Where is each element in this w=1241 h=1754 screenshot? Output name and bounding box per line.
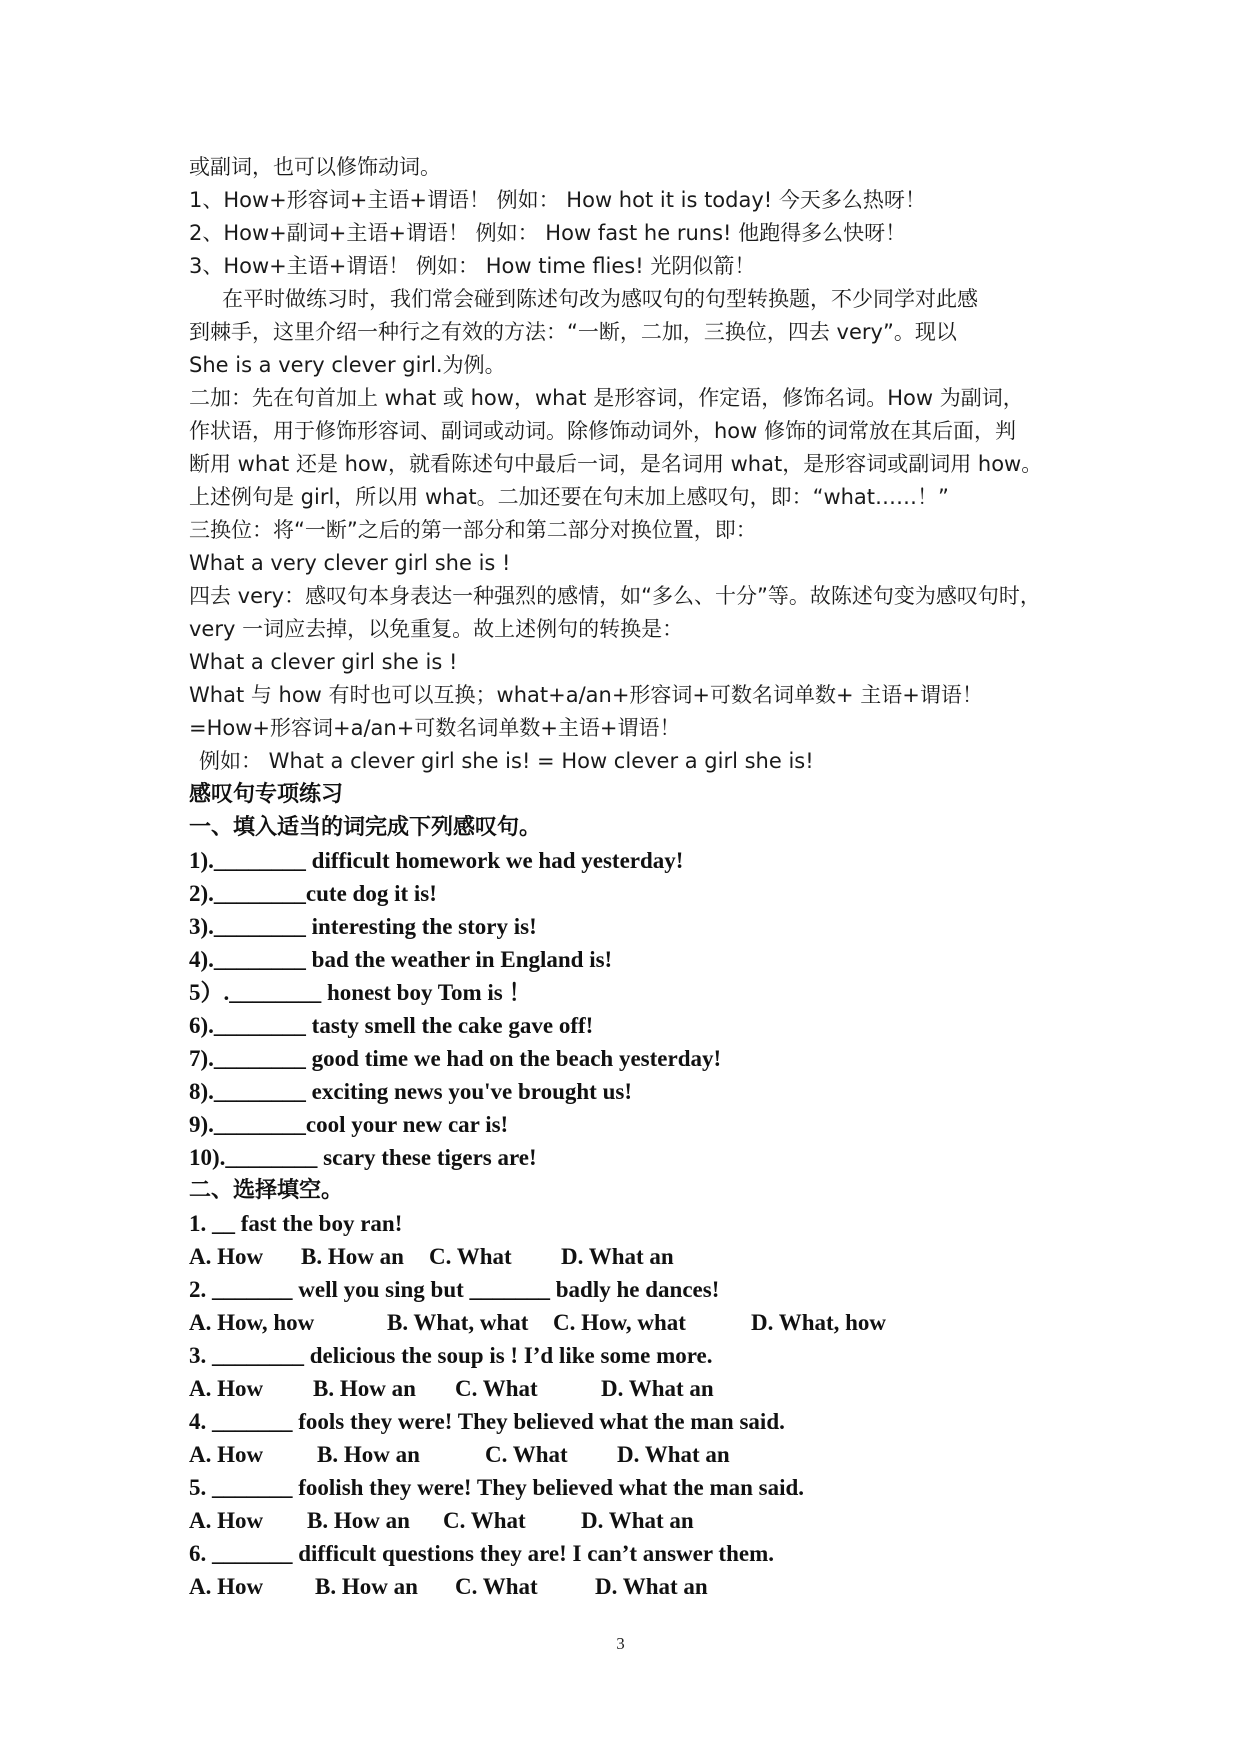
choice-question: 5. _______ foolish they were! They believed what the man said. [189, 1475, 805, 1500]
option-b: B. How an [301, 1244, 404, 1269]
option-d: D. What an [561, 1244, 674, 1269]
option-c: C. What [429, 1244, 512, 1269]
choice-question: 2. _______ well you sing but _______ badly he dances! [189, 1277, 720, 1302]
step-line: What 与 how 有时也可以互换；what+a/an+形容词+可数名词单数+ 主语+谓语！ [189, 683, 983, 707]
fill-blank-item: 8).________ exciting news you've brought us! [189, 1079, 632, 1104]
option-d: D. What an [595, 1574, 708, 1599]
step-line: =How+形容词+a/an+可数名词单数+主语+谓语！ [189, 716, 681, 740]
step-line: What a very clever girl she is ! [189, 551, 511, 575]
example-line: 例如： What a clever girl she is! = How clever a girl she is! [199, 749, 814, 773]
choice-options [189, 1306, 1069, 1339]
choice-question: 4. _______ fools they were! They believed what the man said. [189, 1409, 785, 1434]
choice-question: 6. _______ difficult questions they are! I can’t answer them. [189, 1541, 774, 1566]
option-b: B. How an [317, 1442, 420, 1467]
choice-options [189, 1570, 1069, 1603]
fill-blank-item: 9).________cool your new car is! [189, 1112, 509, 1137]
method-line: She is a very clever girl.为例。 [189, 353, 506, 377]
part1-list [189, 844, 1069, 1174]
choice-options [189, 1372, 1069, 1405]
part2-list [189, 1207, 1069, 1603]
fill-blank-item: 6).________ tasty smell the cake gave off! [189, 1013, 594, 1038]
choice-options [189, 1240, 1069, 1273]
option-d: D. What an [617, 1442, 730, 1467]
step-line: 作状语，用于修饰形容词、副词或动词。除修饰动词外，how 修饰的词常放在其后面，判 [189, 419, 1017, 443]
part2-title: 二、选择填空。 [189, 1178, 344, 1203]
fill-blank-item: 4).________ bad the weather in England is! [189, 947, 613, 972]
fill-blank-item: 1).________ difficult homework we had yesterday! [189, 848, 684, 873]
option-a: A. How, how [189, 1310, 315, 1335]
intro-line: 2、How+副词+主语+谓语！ 例如： How fast he runs! 他跑得多么快呀！ [189, 221, 907, 245]
option-b: B. How an [315, 1574, 418, 1599]
option-c: C. What [455, 1574, 538, 1599]
step-line: 断用 what 还是 how，就看陈述句中最后一词，是名词用 what，是形容词或副词用 how。 [189, 452, 1043, 476]
method-line: 在平时做练习时，我们常会碰到陈述句改为感叹句的句型转换题，不少同学对此感 [222, 287, 978, 311]
fill-blank-item: 2).________cute dog it is! [189, 881, 437, 906]
intro-line: 或副词，也可以修饰动词。 [189, 155, 441, 179]
option-d: D. What, how [751, 1310, 887, 1335]
choice-question: 1. __ fast the boy ran! [189, 1211, 403, 1236]
fill-blank-item: 10).________ scary these tigers are! [189, 1145, 537, 1170]
option-a: A. How [189, 1244, 264, 1269]
step-line: very 一词应去掉，以免重复。故上述例句的转换是： [189, 617, 684, 641]
option-c: C. What [485, 1442, 568, 1467]
step-line: 二加：先在句首加上 what 或 how，what 是形容词，作定语，修饰名词。How 为副词， [189, 386, 1024, 410]
fill-blank-item: 5）.________ honest boy Tom is ！ [189, 980, 532, 1005]
choice-options [189, 1438, 1069, 1471]
page-number: 3 [616, 1634, 625, 1653]
option-a: A. How [189, 1508, 264, 1533]
option-d: D. What an [601, 1376, 714, 1401]
option-a: A. How [189, 1574, 264, 1599]
option-a: A. How [189, 1442, 264, 1467]
option-c: C. How, what [553, 1310, 686, 1335]
option-b: B. What, what [387, 1310, 529, 1335]
step-line: 四去 very：感叹句本身表达一种强烈的感情，如“多么、十分”等。故陈述句变为感叹句时， [189, 584, 1041, 608]
intro-line: 3、How+主语+谓语！ 例如： How time flies! 光阴似箭！ [189, 254, 756, 278]
exercise-title: 感叹句专项练习 [189, 782, 344, 807]
option-b: B. How an [307, 1508, 410, 1533]
option-b: B. How an [313, 1376, 416, 1401]
part1-title: 一、填入适当的词完成下列感叹句。 [189, 815, 542, 840]
page-body [189, 151, 1069, 1603]
method-line: 到棘手，这里介绍一种行之有效的方法：“一断，二加，三换位，四去 very”。现以 [189, 320, 957, 344]
choice-options [189, 1504, 1069, 1537]
option-d: D. What an [581, 1508, 694, 1533]
option-c: C. What [455, 1376, 538, 1401]
step-line: What a clever girl she is ! [189, 650, 458, 674]
fill-blank-item: 7).________ good time we had on the beach yesterday! [189, 1046, 722, 1071]
option-c: C. What [443, 1508, 526, 1533]
fill-blank-item: 3).________ interesting the story is! [189, 914, 537, 939]
step-line: 上述例句是 girl，所以用 what。二加还要在句末加上感叹句，即：“what……！” [189, 485, 949, 509]
choice-question: 3. ________ delicious the soup is ! I’d like some more. [189, 1343, 713, 1368]
intro-line: 1、How+形容词+主语+谓语！ 例如： How hot it is today! 今天多么热呀！ [189, 188, 926, 212]
option-a: A. How [189, 1376, 264, 1401]
step-line: 三换位：将“一断”之后的第一部分和第二部分对换位置，即： [189, 518, 757, 542]
